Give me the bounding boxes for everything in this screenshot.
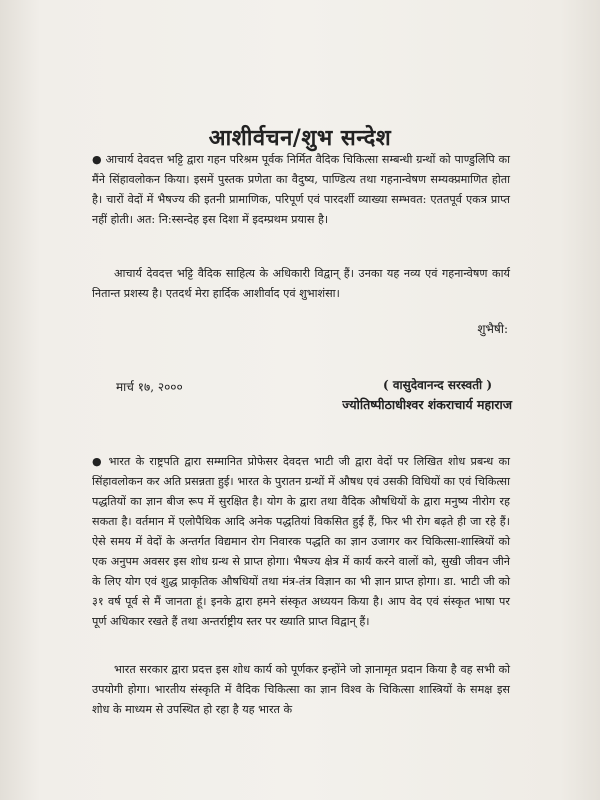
bullet-icon: ● bbox=[92, 153, 102, 166]
date-text: मार्च १७, २००० bbox=[116, 380, 183, 394]
section1-paragraph-2: आचार्य देवदत्त भट्टि वैदिक साहित्य के अधिकारी विद्वान् हैं। उनका यह नव्य एवं गहनान्वेषण कार्य नितान्त प्रशस्य है। एतदर्थ मेरा हार्दिक आशीर्वाद एवं शुभाशंसा। bbox=[92, 267, 510, 300]
section1-paragraph-1 bbox=[92, 150, 510, 230]
section1-paragraph-1-text: आचार्य देवदत्त भट्टि द्वारा गहन परिश्रम पूर्वक निर्मित वैदिक चिकित्सा सम्बन्धी ग्रन्थों को पाण्डुलिपि का मैंने सिंहावलोकन किया। इसमें पुस्तक प्रणेता का वैदुष्य, पाण्डित्य तथा गहनान्वेषण सम्यक्प्रमाणित होता है। चारों वेदों में भैषज्य की इतनी प्रामाणिक, परिपूर्ण एवं पारदर्शी व्याख्या सम्भवत: एततपूर्व एकत्र प्राप्त नहीं होती। अत: नि:स्सन्देह इस दिशा में इदम्प्रथम प्रयास है। bbox=[92, 153, 510, 226]
closing-text: शुभैषी: bbox=[477, 322, 508, 336]
section2-paragraph-1-text: भारत के राष्ट्रपति द्वारा सम्मानित प्रोफेसर देवदत्त भाटी जी द्वारा वेदों पर लिखित शोध प्रबन्ध का सिंहावलोकन कर अति प्रसन्नता हुई। भारत के पुरातन ग्रन्थों में औषध एवं उसकी विधियों का एवं चिकित्सा पद्धतियों का ज्ञान बीज रूप में सुरक्षित है। योग के द्वारा तथा वैदिक औषधियों के द्वारा मनुष्य नीरोग रह सकता है। वर्तमान में एलोपैथिक आदि अनेक पद्धतियां विकसित हुई हैं, फिर भी रोग बढ़ते ही जा रहे हैं। ऐसे समय में वेदों के अन्तर्गत विद्यमान रोग निवारक पद्धति का ज्ञान उजागर कर चिकित्सा-शास्त्रियों को एक अनुपम अवसर इस शोध ग्रन्थ से प्राप्त होगा। भैषज्य क्षेत्र में कार्य करने वालों को, सुखी जीवन जीने के लिए योग एवं शुद्ध प्राकृतिक औषधियों तथा मंत्र-तंत्र विज्ञान का भी ज्ञान प्राप्त होगा। डा. भाटी जी को ३१ वर्ष पूर्व से मैं जानता हूं। इनके द्वारा हमने संस्कृत अध्ययन किया है। आप वेद एवं संस्कृत भाषा पर पूर्ण अधिकार रखते हैं तथा अन्तर्राष्ट्रीय स्तर पर ख्याति प्राप्त विद्वान् हैं। bbox=[92, 455, 510, 628]
signatory-name: ( वासुदेवानन्द सरस्वती ) bbox=[383, 378, 492, 392]
section2-paragraph-2: भारत सरकार द्वारा प्रदत्त इस शोध कार्य को पूर्णकर इन्होंने जो ज्ञानामृत प्रदान किया है वह सभी को उपयोगी होगा। भारतीय संस्कृति में वैदिक चिकित्सा का ज्ञान विश्व के चिकित्सा शास्त्रियों के समक्ष इस शोध के माध्यम से उपस्थित हो रहा है यह भारत के bbox=[92, 663, 510, 716]
section2-paragraph-1 bbox=[92, 452, 510, 632]
signatory-title: ज्योतिष्पीठाधीश्वर शंकराचार्य महाराज bbox=[342, 397, 512, 412]
page-title: आशीर्वचन/शुभ सन्देश bbox=[208, 125, 392, 151]
bullet-icon: ● bbox=[92, 455, 104, 468]
